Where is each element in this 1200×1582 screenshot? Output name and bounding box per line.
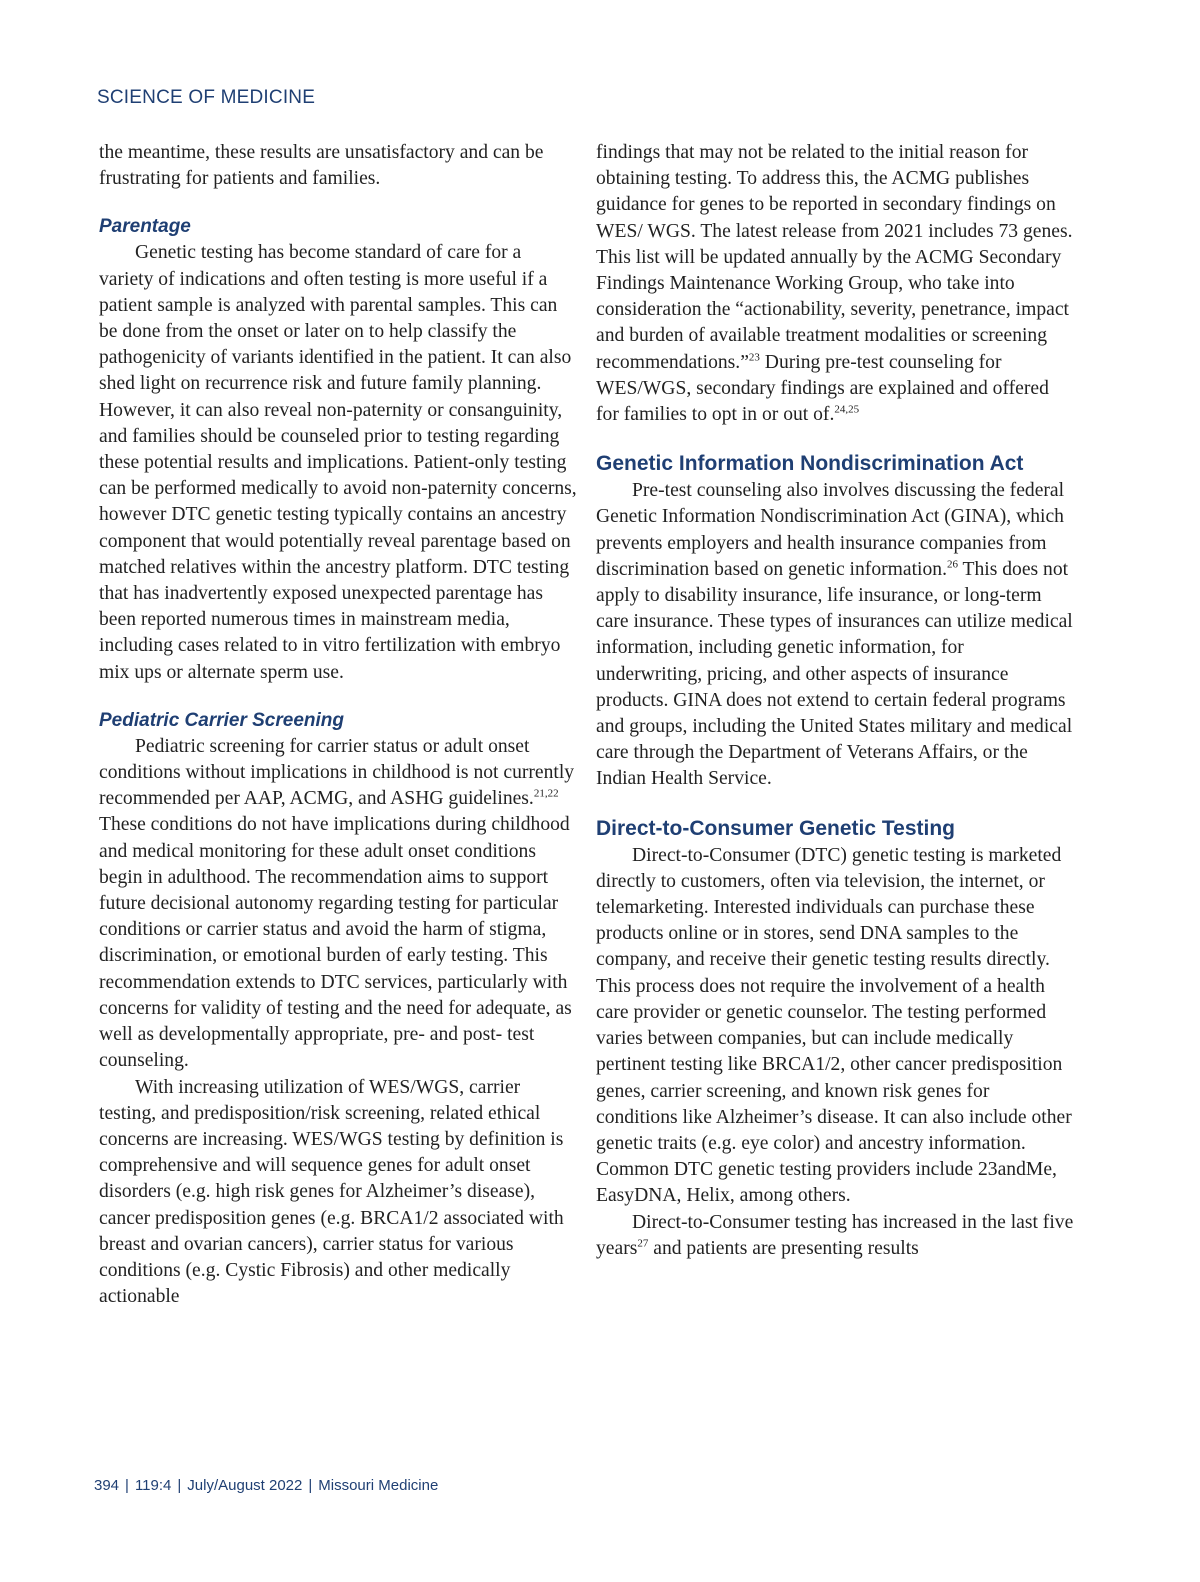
subheading-pediatric-carrier-screening: Pediatric Carrier Screening — [99, 709, 344, 731]
paragraph-continuation: the meantime, these results are unsatisfactory and can be frustrating for patients and families. — [99, 142, 544, 190]
journal-name: Missouri Medicine — [318, 1477, 439, 1494]
text-run: Pediatric screening for carrier status or adult onset conditions without implications in childhood is not currently recommended per AAP, ACMG, and ASHG guidelines. — [99, 735, 575, 810]
text-run: These conditions do not have implications during childhood and medical monitoring for these adult onset conditions begin in adulthood. The recommendation aims to support future decisional autonomy regarding testing for particular conditions or carrier status and avoid the harm of stigma, discrimination, or emotional burden of early testing. This recommendation extends to DTC services, particularly with concerns for validity of testing and the need for adequate, as well as developmentally appropriate, pre- and post- test counseling. — [99, 814, 572, 1072]
citation: 23 — [748, 351, 760, 364]
text-run: findings that may not be related to the initial reason for obtaining testing. To address this, the ACMG publishes guidance for genes to be reported in secondary findings on WES/ WGS. The latest release from 2021 includes 73 genes. This list will be updated annually by the ACMG Secondary Findings Maintenance Working Group, who take into consideration the “actionability, severity, penetrance, impact and burden of available treatment modalities or screening recommendations.” — [596, 142, 1073, 373]
citation: 27 — [637, 1237, 649, 1250]
text-run: and patients are presenting results — [648, 1237, 919, 1259]
page-number: 394 — [94, 1477, 120, 1494]
paragraph-wes-wgs: With increasing utilization of WES/WGS, carrier testing, and predisposition/risk screening, related ethical concerns are increasing. WES/WGS testing by definition is comprehensive and will sequence genes for adult onset disorders (e.g. high risk genes for Alzheimer’s disease), cancer predisposition genes (e.g. BRCA1/2 associated with breast and ovarian cancers), carrier status for various conditions (e.g. Cystic Fibrosis) and other medically actionable — [99, 1076, 564, 1308]
paragraph-dtc: Direct-to-Consumer (DTC) genetic testing is marketed directly to customers, often via television, the internet, or telemarketing. Interested individuals can purchase these products online or in stores, send DNA samples to the company, and receive their genetic testing results directly. This process does not require the involvement of a health care provider or genetic counselor. The testing performed varies between companies, but can include medically pertinent testing like BRCA1/2, other cancer predisposition genes, carrier screening, and known risk genes for conditions like Alzheimer’s disease. It can also include other genetic traits (e.g. eye color) and ancestry information. Common DTC genetic testing providers include 23andMe, EasyDNA, Helix, among others. — [596, 844, 1072, 1207]
footer-separator: | — [308, 1477, 313, 1494]
paragraph-gina — [596, 478, 1074, 792]
paragraph-dtc-increase — [596, 1210, 1074, 1262]
citation: 24,25 — [834, 403, 860, 416]
citation: 21,22 — [533, 787, 559, 800]
issue-number: 119:4 — [134, 1477, 172, 1494]
citation: 26 — [946, 558, 958, 571]
text-run: This does not apply to disability insurance, life insurance, or long-term care insurance. These types of insurances can utilize medical information, including genetic information, for underwriting, pricing, and other aspects of insurance products. GINA does not extend to certain federal programs and groups, including the United States military and medical care through the Department of Veterans Affairs, or the Indian Health Service. — [596, 558, 1073, 790]
subheading-parentage: Parentage — [99, 216, 191, 238]
paragraph-pediatric — [99, 734, 577, 1075]
page-footer — [94, 1477, 438, 1494]
text-run: Direct-to-Consumer testing has increased in the last five years — [596, 1211, 1074, 1259]
left-column — [99, 140, 577, 1310]
heading-gina: Genetic Information Nondiscrimination Act — [596, 452, 1024, 476]
text-run: During pre-test counseling for WES/WGS, secondary findings are explained and offered for families to opt in or out of. — [596, 351, 1049, 426]
right-column — [596, 140, 1074, 1262]
section-header: SCIENCE OF MEDICINE — [97, 87, 316, 108]
heading-dtc-genetic-testing: Direct-to-Consumer Genetic Testing — [596, 816, 955, 840]
footer-separator: | — [177, 1477, 182, 1494]
text-run: Pre-test counseling also involves discussing the federal Genetic Information Nondiscrimination Act (GINA), which prevents employers and health insurance companies from discrimination based on genetic information. — [596, 480, 1065, 580]
paragraph-parentage: Genetic testing has become standard of care for a variety of indications and often testing is more useful if a patient sample is analyzed with parental samples. This can be done from the onset or later on to help classify the pathogenicity of variants identified in the patient. It can also shed light on recurrence risk and future family planning. However, it can also reveal non-paternity or consanguinity, and families should be counseled prior to testing regarding these potential results and implications. Patient-only testing can be performed medically to avoid non-paternity concerns, however DTC genetic testing typically contains an ancestry component that would potentially reveal parentage based on matched relatives within the ancestry platform. DTC testing that has inadvertently exposed unexpected parentage has been reported numerous times in mainstream media, including cases related to in vitro fertilization with embryo mix ups or alternate sperm use. — [99, 242, 577, 683]
paragraph-secondary-findings — [596, 140, 1074, 428]
issue-date: July/August 2022 — [187, 1477, 303, 1494]
footer-separator: | — [125, 1477, 129, 1494]
